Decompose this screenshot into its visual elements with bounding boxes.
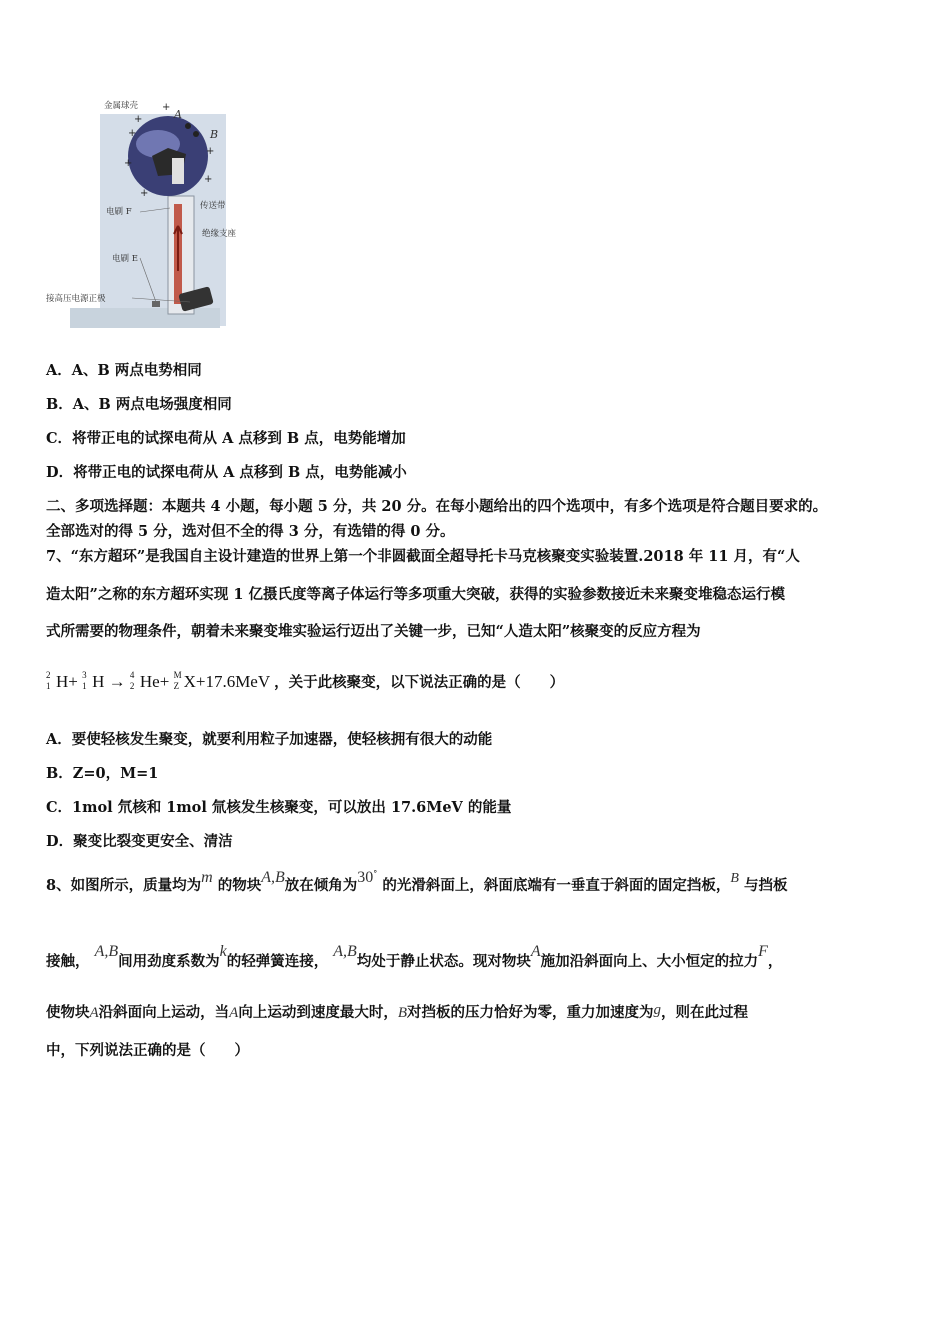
- section2-instructions-line2: 全部选对的得 5 分，选对但不全的得 3 分，有选错的得 0 分。: [46, 523, 455, 540]
- base-plate: [70, 308, 220, 328]
- var-b: B: [730, 871, 739, 886]
- plus-sign: +: [124, 158, 133, 169]
- q7-text-line2: 造太阳”之称的东方超环实现 1 亿摄氏度等离子体运行等多项重大突破，获得的实验参数接近未来聚变堆稳态运行模: [46, 586, 786, 603]
- q7-question: ，关于此核聚变，以下说法正确的是（ ）: [274, 674, 565, 691]
- q7-text-line3: 式所需要的物理条件，朝着未来聚变堆实验运行迈出了关键一步，已知“人造太阳”核聚变的反应方程为: [46, 623, 701, 640]
- q8-text-line3: 使物块A沿斜面向上运动，当A向上运动到速度最大时，B对挡板的压力恰好为零，重力加速度为g，则在此过程: [46, 1002, 749, 1021]
- van-de-graaff-figure: [40, 96, 250, 331]
- var-ab: A,B: [261, 869, 285, 886]
- var-a: A: [89, 1005, 99, 1021]
- plus-sign: +: [128, 128, 137, 139]
- q8-text-line1: 8、如图所示，质量均为m 的物块A,B放在倾角为30° 的光滑斜面上，斜面底端有一垂直于斜面的固定挡板，B 与挡板: [46, 869, 788, 894]
- label-brush-e: 电刷 E: [112, 254, 138, 264]
- upper-roller: [172, 158, 184, 184]
- label-support: 绝缘支座: [202, 229, 237, 239]
- plus-sign: +: [204, 174, 213, 185]
- q6-option-a: A．A、B 两点电势相同: [46, 362, 202, 379]
- label-belt: 传送带: [200, 201, 226, 211]
- section2-instructions-line1: 二、多项选择题：本题共 4 小题，每小题 5 分，共 20 分。在每小题给出的四个选项中，有多个选项是符合题目要求的。: [46, 498, 828, 515]
- plus-sign: +: [206, 146, 215, 157]
- label-power-source: 接高压电源正极: [46, 294, 106, 304]
- point-b-marker: [193, 131, 199, 137]
- var-f: F: [758, 943, 768, 960]
- q7-option-d: D．聚变比裂变更安全、清洁: [46, 833, 233, 850]
- var-a: A: [229, 1005, 239, 1021]
- plus-sign: +: [134, 114, 143, 125]
- var-g: g: [653, 1002, 662, 1018]
- nuclear-equation: 2 1 H+ 3 1 H → 4 2 He+ M Z X+17.6MeV: [46, 670, 270, 692]
- var-a: A: [530, 943, 541, 960]
- q7-equation-line: [46, 672, 564, 693]
- var-k: k: [219, 943, 227, 960]
- point-a-marker: [185, 123, 191, 129]
- plus-sign: +: [162, 102, 171, 113]
- label-metal-shell: 金属球壳: [104, 101, 139, 111]
- var-ab: A,B: [94, 943, 119, 960]
- var-b: B: [397, 1005, 408, 1021]
- q8-text-line2: 接触， A,B间用劲度系数为k的轻弹簧连接， A,B均处于静止状态。现对物块A施加沿斜面向上、大小恒定的拉力F，: [46, 943, 783, 970]
- q6-option-c: C．将带正电的试探电荷从 A 点移到 B 点，电势能增加: [46, 430, 406, 447]
- q8-text-line4: 中，下列说法正确的是（ ）: [46, 1042, 249, 1059]
- label-point-a: A: [174, 108, 182, 121]
- q7-text-line1: 7、“东方超环”是我国自主设计建造的世界上第一个非圆截面全超导托卡马克核聚变实验装置.2018 年 11 月，有“人: [46, 548, 800, 565]
- angle-value: 30: [357, 869, 374, 886]
- plus-sign: +: [140, 188, 149, 199]
- q7-option-a: A．要使轻核发生聚变，就要利用粒子加速器，使轻核拥有很大的动能: [46, 731, 493, 748]
- var-ab: A,B: [333, 943, 357, 960]
- label-point-b: B: [210, 128, 219, 141]
- q6-option-b: B．A、B 两点电场强度相同: [46, 396, 232, 413]
- q7-option-c: C．1mol 氘核和 1mol 氚核发生核聚变，可以放出 17.6MeV 的能量: [46, 799, 512, 816]
- label-brush-f: 电刷 F: [106, 207, 132, 217]
- var-m: m: [201, 869, 213, 886]
- q6-option-d: D．将带正电的试探电荷从 A 点移到 B 点，电势能减小: [46, 464, 407, 481]
- q7-option-b: B．Z=0，M=1: [46, 765, 159, 782]
